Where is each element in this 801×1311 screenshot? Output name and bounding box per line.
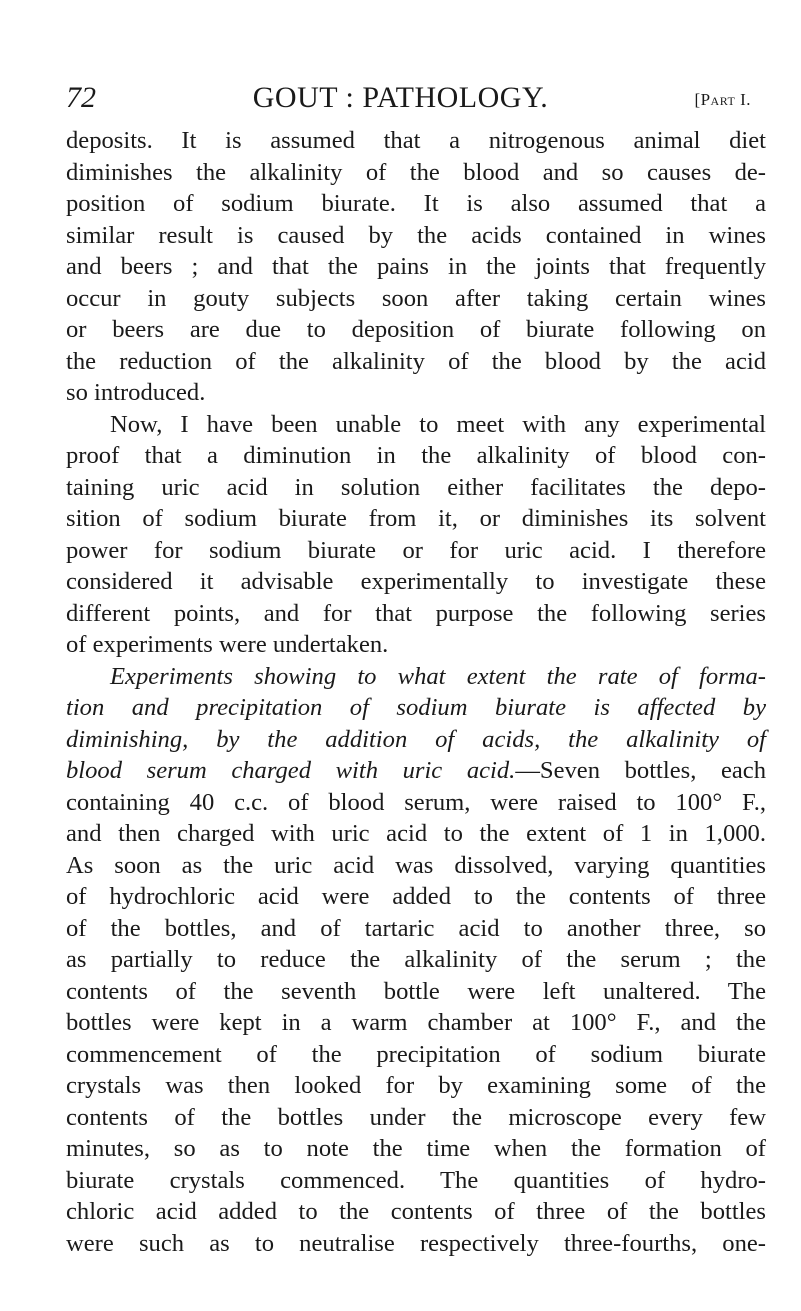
body-text — [66, 125, 766, 1259]
text-line: of experiments were undertaken. — [66, 631, 389, 658]
text-line: similar result is caused by the acids contained in wines — [66, 221, 766, 249]
text-line — [66, 692, 766, 724]
text-line: were such as to neutralise respectively three-fourths, one- — [66, 1229, 766, 1257]
text-line: and beers ; and that the pains in the joints that frequently — [66, 253, 766, 280]
text-line: power for sodium biurate or for uric acid. I therefore — [66, 536, 766, 564]
text-line: commencement of the precipitation of sodium biurate — [66, 1040, 766, 1068]
italic-heading-text: tion and precipitation of sodium biurate is affected by — [66, 694, 766, 721]
text-line: of hydrochloric acid were added to the contents of three — [66, 883, 766, 910]
running-title: GOUT : PATHOLOGY. — [252, 81, 549, 114]
part-label: [Part I. — [694, 90, 751, 109]
page-number: 72 — [66, 81, 96, 114]
text-line: so introduced. — [66, 379, 206, 406]
text-line: different points, and for that purpose the following series — [66, 599, 766, 627]
text-line: considered it advisable experimentally to investigate these — [66, 568, 766, 595]
text-line: diminishes the alkalinity of the blood and so causes de- — [66, 158, 766, 186]
text-line: proof that a diminution in the alkalinity of blood con- — [66, 442, 766, 469]
text-line: As soon as the uric acid was dissolved, varying quantities — [66, 851, 766, 879]
italic-heading-text: Experiments showing to what extent the rate of forma- — [110, 662, 766, 690]
text-line: as partially to reduce the alkalinity of the serum ; the — [66, 946, 766, 973]
text-line: biurate crystals commenced. The quantities of hydro- — [66, 1166, 766, 1194]
text-line: sition of sodium biurate from it, or diminishes its solvent — [66, 505, 766, 532]
text-line: or beers are due to deposition of biurate following on — [66, 316, 766, 343]
line-text: —Seven bottles, each — [515, 757, 766, 784]
text-line: bottles were kept in a warm chamber at 100° F., and the — [66, 1009, 766, 1036]
text-line: chloric acid added to the contents of three of the bottles — [66, 1198, 766, 1225]
text-line — [66, 755, 766, 787]
text-line: occur in gouty subjects soon after taking certain wines — [66, 284, 766, 312]
text-line: of the bottles, and of tartaric acid to another three, so — [66, 914, 766, 942]
text-line: crystals was then looked for by examining some of the — [66, 1072, 766, 1099]
text-line: contents of the bottles under the microscope every few — [66, 1103, 766, 1131]
text-line: deposits. It is assumed that a nitrogenous animal diet — [66, 127, 766, 154]
text-line — [66, 724, 766, 756]
text-line: contents of the seventh bottle were left unaltered. The — [66, 977, 766, 1005]
text-line: and then charged with uric acid to the extent of 1 in 1,000. — [66, 820, 766, 847]
text-line: Now, I have been unable to meet with any experimental — [110, 410, 766, 438]
text-line: the reduction of the alkalinity of the blood by the acid — [66, 347, 766, 375]
text-line: minutes, so as to note the time when the formation of — [66, 1135, 766, 1162]
text-line: taining uric acid in solution either facilitates the depo- — [66, 473, 766, 501]
italic-heading-text: blood serum charged with uric acid. — [66, 757, 516, 784]
text-line: position of sodium biurate. It is also assumed that a — [66, 190, 766, 217]
page-header — [0, 78, 801, 118]
text-line: containing 40 c.c. of blood serum, were raised to 100° F., — [66, 788, 766, 816]
text-line — [66, 661, 766, 693]
italic-heading-text: diminishing, by the addition of acids, the alkalinity of — [66, 725, 766, 753]
